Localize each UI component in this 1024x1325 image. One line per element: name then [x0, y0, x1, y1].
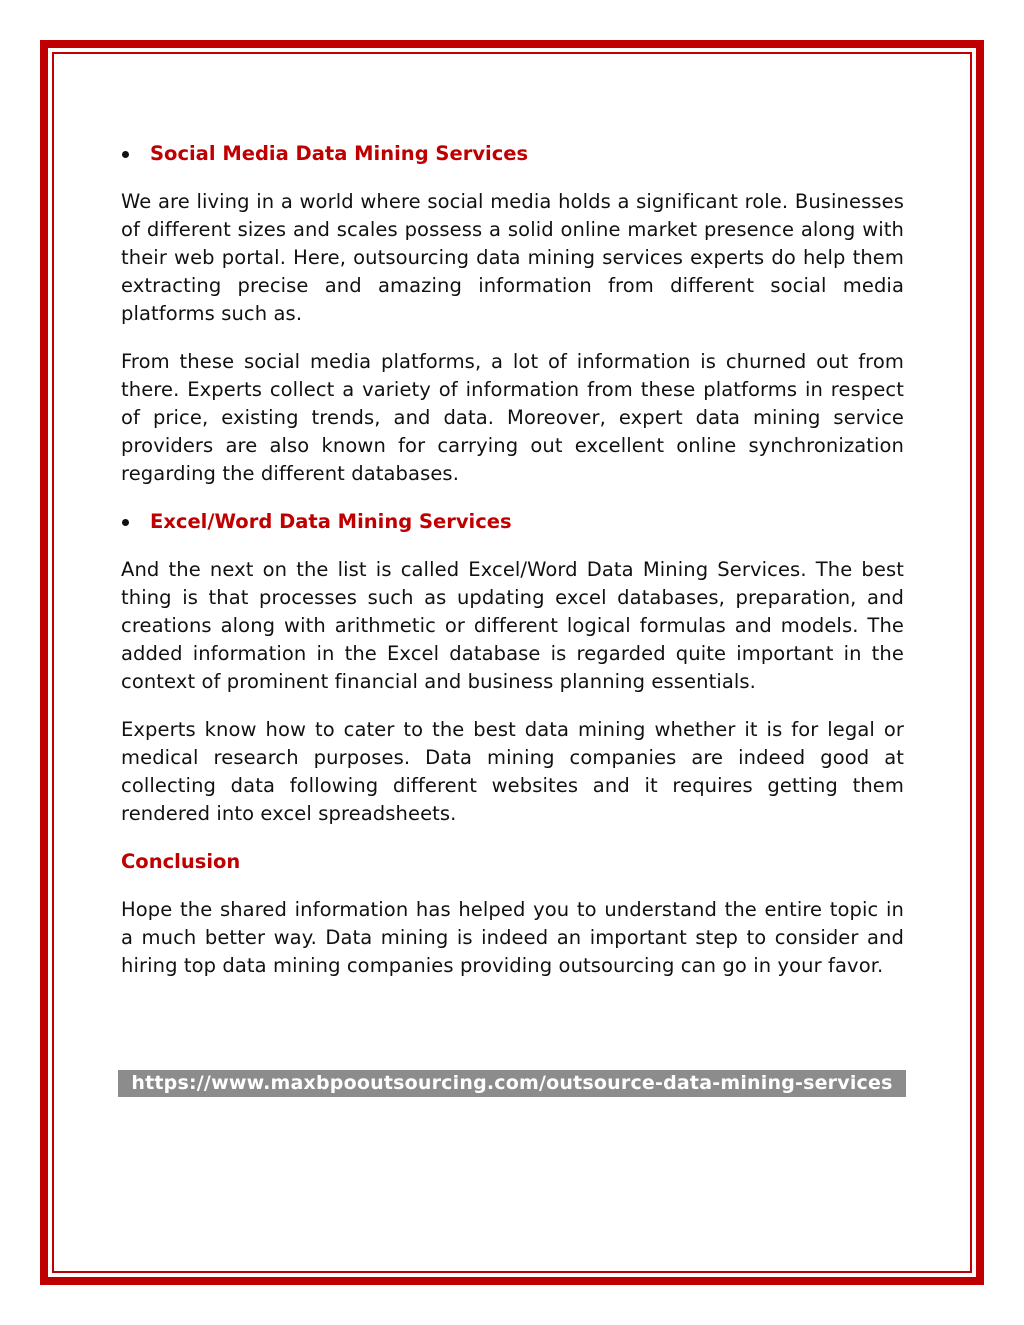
section-heading-text: Social Media Data Mining Services [150, 142, 529, 165]
bullet-icon [122, 151, 129, 158]
paragraph-excel-word-1: And the next on the list is called Excel/Word Data Mining Services. The best thing is that processes such as updating excel databases, preparation, and creations along with arithmetic or different logical formulas and models. The added information in the Excel database is regarded quite important in the context of prominent financial and business planning essentials. [121, 558, 904, 693]
paragraph-social-media-2: From these social media platforms, a lot of information is churned out from there. Experts collect a variety of information from these platforms in respect of price, existing trends, and data. Moreover, expert data mining service providers are also known for carrying out excellent online synchronization regarding the different databases. [121, 350, 904, 485]
section-heading-social-media [121, 140, 904, 168]
section-heading-text: Excel/Word Data Mining Services [150, 510, 512, 533]
document-content [121, 140, 904, 1000]
paragraph-excel-word-2: Experts know how to cater to the best data mining whether it is for legal or medical research purposes. Data mining companies are indeed good at collecting data following different websites and it requires getting them rendered into excel spreadsheets. [121, 718, 904, 825]
paragraph-conclusion: Hope the shared information has helped you to understand the entire topic in a much better way. Data mining is indeed an important step to consider and hiring top data mining companies providing outsourcing can go in your favor. [121, 898, 904, 977]
paragraph-social-media-1: We are living in a world where social media holds a significant role. Businesses of different sizes and scales possess a solid online market presence along with their web portal. Here, outsourcing data mining services experts do help them extracting precise and amazing information from different social media platforms such as. [121, 190, 904, 325]
bullet-icon [122, 519, 129, 526]
conclusion-heading: Conclusion [121, 850, 241, 873]
website-link[interactable]: https://www.maxbpooutsourcing.com/outsource-data-mining-services [118, 1070, 906, 1097]
section-heading-excel-word [121, 508, 904, 536]
